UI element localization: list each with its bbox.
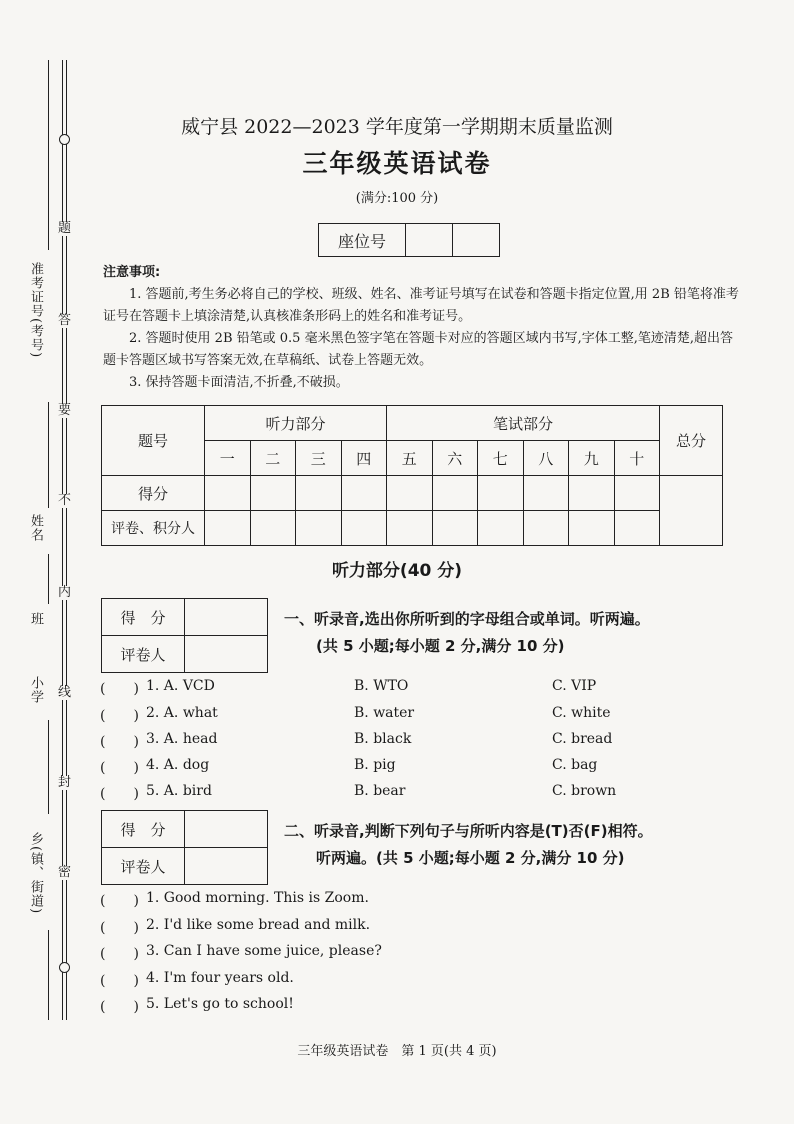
option-b: B. bear bbox=[354, 783, 406, 799]
writing-part-header: 笔试部分 bbox=[387, 406, 660, 441]
grader-label: 评卷人 bbox=[102, 848, 185, 885]
seal-char-3: 要 bbox=[58, 403, 72, 418]
part2-heading bbox=[284, 818, 764, 872]
part1-score-box bbox=[101, 598, 268, 673]
seat-number-cell[interactable] bbox=[453, 224, 500, 257]
answer-blank[interactable]: ( ) bbox=[100, 973, 139, 989]
option-a: 1. A. VCD bbox=[146, 678, 215, 694]
score-label: 得 分 bbox=[102, 599, 185, 636]
question-number: 二 bbox=[250, 441, 296, 476]
option-a: 3. A. head bbox=[146, 731, 218, 747]
option-a: 4. A. dog bbox=[146, 757, 210, 773]
option-c: C. VIP bbox=[552, 678, 597, 694]
statement: 2. I'd like some bread and milk. bbox=[146, 917, 371, 933]
question-number: 三 bbox=[296, 441, 342, 476]
option-c: C. white bbox=[552, 705, 611, 721]
notice-item: 1. 答题前,考生务必将自己的学校、班级、姓名、准考证号填写在试卷和答题卡指定位置,用 2B 铅笔将准考证号在答题卡上填涂清楚,认真核准条形码上的姓名和准考证号。 bbox=[103, 287, 739, 324]
exam-title: 威宁县 2022—2023 学年度第一学期期末质量监测 bbox=[181, 116, 613, 138]
option-c: C. bread bbox=[552, 731, 613, 747]
school-field[interactable] bbox=[48, 720, 49, 814]
grader-cell[interactable] bbox=[523, 511, 569, 546]
answer-blank[interactable]: ( ) bbox=[100, 786, 139, 802]
notice-title: 注意事项: bbox=[103, 265, 161, 280]
option-c: C. bag bbox=[552, 757, 598, 773]
score-table bbox=[101, 405, 723, 546]
question-number: 九 bbox=[569, 441, 615, 476]
statement: 1. Good morning. This is Zoom. bbox=[146, 890, 369, 906]
score-cell[interactable] bbox=[296, 476, 342, 511]
question-number: 七 bbox=[478, 441, 524, 476]
option-a: 5. A. bird bbox=[146, 783, 212, 799]
grader-cell[interactable] bbox=[205, 511, 251, 546]
grader-cell[interactable] bbox=[387, 511, 433, 546]
listening-section-title: 听力部分(40 分) bbox=[331, 561, 463, 581]
seal-char-6: 线 bbox=[58, 685, 72, 700]
town-field[interactable] bbox=[48, 930, 49, 1020]
option-b: B. water bbox=[354, 705, 415, 721]
score-cell[interactable] bbox=[432, 476, 478, 511]
score-entry[interactable] bbox=[185, 811, 268, 848]
answer-blank[interactable]: ( ) bbox=[100, 893, 139, 909]
seat-number-cell[interactable] bbox=[406, 224, 453, 257]
seal-char-7: 封 bbox=[58, 775, 72, 790]
answer-blank[interactable]: ( ) bbox=[100, 999, 139, 1015]
listening-part-header: 听力部分 bbox=[205, 406, 387, 441]
grader-cell[interactable] bbox=[432, 511, 478, 546]
notice-item: 3. 保持答题卡面清洁,不折叠,不破损。 bbox=[129, 375, 349, 390]
score-cell[interactable] bbox=[478, 476, 524, 511]
option-b: B. pig bbox=[354, 757, 396, 773]
score-cell[interactable] bbox=[205, 476, 251, 511]
option-b: B. WTO bbox=[354, 678, 409, 694]
exam-subtitle: 三年级英语试卷 bbox=[302, 149, 492, 178]
town-label: 乡(镇、街道) bbox=[28, 832, 43, 915]
grader-entry[interactable] bbox=[185, 636, 268, 673]
seal-char-5: 内 bbox=[58, 585, 72, 600]
part1-scoring: (共 5 小题;每小题 2 分,满分 10 分) bbox=[316, 637, 565, 655]
part1-heading bbox=[284, 606, 764, 660]
candidate-number-label: 准考证号(考号) bbox=[28, 262, 43, 359]
name-label: 姓名 bbox=[28, 514, 43, 542]
seal-char-4: 不 bbox=[58, 493, 72, 508]
grader-cell[interactable] bbox=[569, 511, 615, 546]
score-cell[interactable] bbox=[250, 476, 296, 511]
grader-entry[interactable] bbox=[185, 848, 268, 885]
school-label: 小学 bbox=[28, 676, 43, 704]
seal-char-1: 题 bbox=[58, 221, 72, 236]
grader-cell[interactable] bbox=[341, 511, 387, 546]
option-c: C. brown bbox=[552, 783, 617, 799]
grader-cell[interactable] bbox=[250, 511, 296, 546]
statement: 3. Can I have some juice, please? bbox=[146, 943, 382, 959]
question-number: 六 bbox=[432, 441, 478, 476]
score-row-label: 得分 bbox=[102, 476, 205, 511]
notice-block bbox=[103, 262, 743, 394]
score-cell[interactable] bbox=[569, 476, 615, 511]
part2-score-box bbox=[101, 810, 268, 885]
option-a: 2. A. what bbox=[146, 705, 218, 721]
total-score-header: 总分 bbox=[660, 406, 723, 476]
seal-char-8: 密 bbox=[58, 865, 72, 880]
answer-blank[interactable]: ( ) bbox=[100, 946, 139, 962]
notice-item: 2. 答题时使用 2B 铅笔或 0.5 毫米黑色签字笔在答题卡对应的答题区域内书写,字体工整,笔迹清楚,超出答题卡答题区域书写答案无效,在草稿纸、试卷上答题无效。 bbox=[103, 331, 733, 368]
question-number: 一 bbox=[205, 441, 251, 476]
option-b: B. black bbox=[354, 731, 412, 747]
part2-instruction: 二、听录音,判断下列句子与所听内容是(T)否(F)相符。 bbox=[284, 822, 653, 840]
answer-blank[interactable]: ( ) bbox=[100, 734, 139, 750]
seal-char-2: 答 bbox=[58, 313, 72, 328]
name-field[interactable] bbox=[48, 402, 49, 508]
score-cell[interactable] bbox=[387, 476, 433, 511]
seat-number-box bbox=[318, 223, 500, 257]
grader-cell[interactable] bbox=[478, 511, 524, 546]
question-number: 五 bbox=[387, 441, 433, 476]
seat-number-label: 座位号 bbox=[319, 224, 406, 257]
score-cell[interactable] bbox=[614, 476, 660, 511]
item-number-header: 题号 bbox=[102, 406, 205, 476]
question-number: 十 bbox=[614, 441, 660, 476]
score-cell[interactable] bbox=[523, 476, 569, 511]
grader-cell[interactable] bbox=[296, 511, 342, 546]
answer-blank[interactable]: ( ) bbox=[100, 760, 139, 776]
question-number: 八 bbox=[523, 441, 569, 476]
binding-hole-bottom bbox=[59, 962, 70, 973]
statement: 5. Let's go to school! bbox=[146, 996, 294, 1012]
grader-cell[interactable] bbox=[614, 511, 660, 546]
total-score-cell[interactable] bbox=[660, 476, 723, 546]
statement: 4. I'm four years old. bbox=[146, 970, 294, 986]
question-number: 四 bbox=[341, 441, 387, 476]
answer-blank[interactable]: ( ) bbox=[100, 920, 139, 936]
page-footer: 三年级英语试卷 第 1 页(共 4 页) bbox=[297, 1044, 497, 1059]
score-cell[interactable] bbox=[341, 476, 387, 511]
answer-blank[interactable]: ( ) bbox=[100, 681, 139, 697]
class-label: 班 bbox=[28, 612, 43, 626]
grader-row-label: 评卷、积分人 bbox=[102, 511, 205, 546]
score-label: 得 分 bbox=[102, 811, 185, 848]
part2-scoring: 听两遍。(共 5 小题;每小题 2 分,满分 10 分) bbox=[316, 849, 625, 867]
answer-blank[interactable]: ( ) bbox=[100, 708, 139, 724]
full-score-note: (满分:100 分) bbox=[355, 191, 439, 206]
score-entry[interactable] bbox=[185, 599, 268, 636]
grader-label: 评卷人 bbox=[102, 636, 185, 673]
part1-instruction: 一、听录音,选出你所听到的字母组合或单词。听两遍。 bbox=[284, 610, 650, 628]
